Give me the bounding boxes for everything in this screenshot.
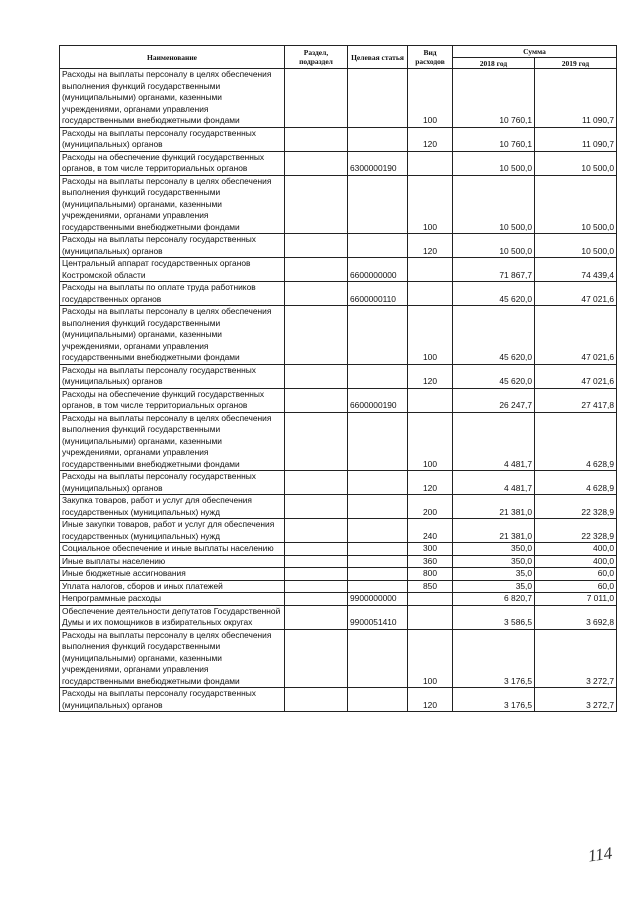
- table-row: [60, 568, 617, 581]
- row-article: [348, 234, 408, 258]
- row-exptype: 120: [408, 364, 453, 388]
- row-name: Расходы на обеспечение функций государственных органов, в том числе территориальных органов: [60, 151, 285, 175]
- row-name: Иные закупки товаров, работ и услуг для обеспечения государственных (муниципальных) нужд: [60, 519, 285, 543]
- col-header-2018: 2018 год: [453, 58, 535, 69]
- row-sum-2019: 10 500,0: [535, 175, 617, 234]
- row-section: [285, 282, 348, 306]
- table-row: [60, 151, 617, 175]
- row-exptype: 300: [408, 543, 453, 556]
- row-sum-2019: 60,0: [535, 568, 617, 581]
- row-name: Иные бюджетные ассигнования: [60, 568, 285, 581]
- row-exptype: 800: [408, 568, 453, 581]
- row-article: [348, 543, 408, 556]
- table-row: [60, 412, 617, 471]
- row-article: [348, 519, 408, 543]
- row-sum-2019: 27 417,8: [535, 388, 617, 412]
- row-article: 6600000110: [348, 282, 408, 306]
- table-row: [60, 580, 617, 593]
- col-header-2019: 2019 год: [535, 58, 617, 69]
- row-sum-2019: 47 021,6: [535, 282, 617, 306]
- row-sum-2019: 400,0: [535, 543, 617, 556]
- row-exptype: [408, 151, 453, 175]
- row-sum-2019: 3 272,7: [535, 688, 617, 712]
- row-article: [348, 306, 408, 365]
- table-row: [60, 364, 617, 388]
- row-section: [285, 593, 348, 606]
- row-section: [285, 388, 348, 412]
- row-exptype: [408, 282, 453, 306]
- table-row: [60, 471, 617, 495]
- row-sum-2018: 10 500,0: [453, 175, 535, 234]
- row-article: 9900051410: [348, 605, 408, 629]
- row-article: 6600000000: [348, 258, 408, 282]
- row-sum-2019: 400,0: [535, 555, 617, 568]
- row-section: [285, 364, 348, 388]
- col-header-section: Раздел, подраздел: [285, 46, 348, 69]
- row-section: [285, 471, 348, 495]
- row-sum-2018: 35,0: [453, 568, 535, 581]
- row-sum-2018: 26 247,7: [453, 388, 535, 412]
- row-sum-2018: 6 820,7: [453, 593, 535, 606]
- row-sum-2019: 10 500,0: [535, 234, 617, 258]
- row-name: Непрограммные расходы: [60, 593, 285, 606]
- row-sum-2019: 22 328,9: [535, 495, 617, 519]
- row-article: [348, 412, 408, 471]
- row-sum-2019: 4 628,9: [535, 412, 617, 471]
- col-header-name: Наименование: [60, 46, 285, 69]
- row-article: [348, 580, 408, 593]
- row-name: Обеспечение деятельности депутатов Государственной Думы и их помощников в избирательных округах: [60, 605, 285, 629]
- row-exptype: [408, 388, 453, 412]
- row-exptype: [408, 593, 453, 606]
- table-row: [60, 282, 617, 306]
- row-article: [348, 568, 408, 581]
- row-article: [348, 495, 408, 519]
- row-section: [285, 306, 348, 365]
- row-section: [285, 568, 348, 581]
- row-section: [285, 605, 348, 629]
- row-exptype: 240: [408, 519, 453, 543]
- row-name: Расходы на выплаты персоналу государственных (муниципальных) органов: [60, 364, 285, 388]
- row-section: [285, 580, 348, 593]
- row-sum-2018: 10 500,0: [453, 234, 535, 258]
- row-section: [285, 412, 348, 471]
- row-section: [285, 175, 348, 234]
- row-exptype: 100: [408, 629, 453, 688]
- row-sum-2019: 3 692,8: [535, 605, 617, 629]
- row-sum-2018: 10 500,0: [453, 151, 535, 175]
- row-sum-2018: 45 620,0: [453, 364, 535, 388]
- table-row: [60, 258, 617, 282]
- row-name: Социальное обеспечение и иные выплаты населению: [60, 543, 285, 556]
- row-name: Расходы на выплаты персоналу государственных (муниципальных) органов: [60, 471, 285, 495]
- row-section: [285, 543, 348, 556]
- row-name: Расходы на выплаты персоналу государственных (муниципальных) органов: [60, 127, 285, 151]
- row-sum-2019: 60,0: [535, 580, 617, 593]
- table-row: [60, 306, 617, 365]
- row-sum-2018: 10 760,1: [453, 127, 535, 151]
- row-sum-2019: 11 090,7: [535, 127, 617, 151]
- row-exptype: 100: [408, 175, 453, 234]
- row-section: [285, 151, 348, 175]
- row-article: [348, 364, 408, 388]
- row-sum-2018: 3 586,5: [453, 605, 535, 629]
- row-section: [285, 555, 348, 568]
- table-row: [60, 69, 617, 128]
- row-sum-2018: 350,0: [453, 543, 535, 556]
- table-row: [60, 175, 617, 234]
- row-exptype: 360: [408, 555, 453, 568]
- row-section: [285, 258, 348, 282]
- row-sum-2019: 74 439,4: [535, 258, 617, 282]
- row-sum-2019: 7 011,0: [535, 593, 617, 606]
- row-article: [348, 688, 408, 712]
- row-sum-2019: 47 021,6: [535, 306, 617, 365]
- row-sum-2019: 4 628,9: [535, 471, 617, 495]
- col-header-sum: Сумма: [453, 46, 617, 58]
- row-section: [285, 127, 348, 151]
- row-section: [285, 234, 348, 258]
- row-name: Расходы на обеспечение функций государственных органов, в том числе территориальных органов: [60, 388, 285, 412]
- row-sum-2018: 4 481,7: [453, 471, 535, 495]
- table-row: [60, 555, 617, 568]
- row-name: Иные выплаты населению: [60, 555, 285, 568]
- row-sum-2019: 10 500,0: [535, 151, 617, 175]
- row-article: 6600000190: [348, 388, 408, 412]
- row-sum-2018: 71 867,7: [453, 258, 535, 282]
- table-row: [60, 688, 617, 712]
- table-row: [60, 127, 617, 151]
- table-row: [60, 605, 617, 629]
- row-sum-2019: 22 328,9: [535, 519, 617, 543]
- row-name: Центральный аппарат государственных органов Костромской области: [60, 258, 285, 282]
- table-row: [60, 519, 617, 543]
- row-sum-2018: 45 620,0: [453, 282, 535, 306]
- table-row: [60, 629, 617, 688]
- row-name: Расходы на выплаты персоналу в целях обеспечения выполнения функций государственными (муниципальными) органами, казенными учреждениями, органами управления государственными внебюджетными фондами: [60, 69, 285, 128]
- row-article: [348, 555, 408, 568]
- row-sum-2019: 11 090,7: [535, 69, 617, 128]
- row-name: Закупка товаров, работ и услуг для обеспечения государственных (муниципальных) нужд: [60, 495, 285, 519]
- row-sum-2018: 21 381,0: [453, 495, 535, 519]
- row-article: 6300000190: [348, 151, 408, 175]
- table-row: [60, 495, 617, 519]
- row-sum-2018: 21 381,0: [453, 519, 535, 543]
- row-article: [348, 471, 408, 495]
- row-section: [285, 69, 348, 128]
- row-exptype: 120: [408, 471, 453, 495]
- row-name: Расходы на выплаты персоналу государственных (муниципальных) органов: [60, 688, 285, 712]
- table-row: [60, 593, 617, 606]
- col-header-exptype: Вид расходов: [408, 46, 453, 69]
- row-sum-2018: 350,0: [453, 555, 535, 568]
- row-article: [348, 629, 408, 688]
- row-sum-2018: 3 176,5: [453, 688, 535, 712]
- row-sum-2018: 45 620,0: [453, 306, 535, 365]
- row-sum-2018: 10 760,1: [453, 69, 535, 128]
- row-section: [285, 629, 348, 688]
- row-sum-2019: 47 021,6: [535, 364, 617, 388]
- row-exptype: 100: [408, 69, 453, 128]
- table-row: [60, 388, 617, 412]
- row-exptype: 850: [408, 580, 453, 593]
- row-exptype: 120: [408, 127, 453, 151]
- row-exptype: 100: [408, 412, 453, 471]
- row-exptype: [408, 605, 453, 629]
- row-section: [285, 495, 348, 519]
- row-exptype: 120: [408, 234, 453, 258]
- row-exptype: [408, 258, 453, 282]
- row-name: Расходы на выплаты персоналу в целях обеспечения выполнения функций государственными (муниципальными) органами, казенными учреждениями, органами управления государственными внебюджетными фондами: [60, 175, 285, 234]
- row-name: Расходы на выплаты персоналу в целях обеспечения выполнения функций государственными (муниципальными) органами, казенными учреждениями, органами управления государственными внебюджетными фондами: [60, 306, 285, 365]
- budget-table: [59, 45, 617, 712]
- row-name: Расходы на выплаты персоналу в целях обеспечения выполнения функций государственными (муниципальными) органами, казенными учреждениями, органами управления государственными внебюджетными фондами: [60, 412, 285, 471]
- row-sum-2018: 35,0: [453, 580, 535, 593]
- table-body: [60, 69, 617, 712]
- row-exptype: 100: [408, 306, 453, 365]
- row-article: [348, 175, 408, 234]
- table-row: [60, 543, 617, 556]
- row-exptype: 200: [408, 495, 453, 519]
- row-exptype: 120: [408, 688, 453, 712]
- row-name: Расходы на выплаты персоналу в целях обеспечения выполнения функций государственными (муниципальными) органами, казенными учреждениями, органами управления государственными внебюджетными фондами: [60, 629, 285, 688]
- row-article: [348, 69, 408, 128]
- row-name: Расходы на выплаты по оплате труда работников государственных органов: [60, 282, 285, 306]
- row-name: Расходы на выплаты персоналу государственных (муниципальных) органов: [60, 234, 285, 258]
- row-article: [348, 127, 408, 151]
- page-number: 114: [586, 843, 614, 866]
- table-row: [60, 234, 617, 258]
- row-sum-2019: 3 272,7: [535, 629, 617, 688]
- row-sum-2018: 3 176,5: [453, 629, 535, 688]
- row-sum-2018: 4 481,7: [453, 412, 535, 471]
- col-header-article: Целевая статья: [348, 46, 408, 69]
- row-section: [285, 519, 348, 543]
- row-name: Уплата налогов, сборов и иных платежей: [60, 580, 285, 593]
- table-header: [60, 46, 617, 69]
- row-article: 9900000000: [348, 593, 408, 606]
- row-section: [285, 688, 348, 712]
